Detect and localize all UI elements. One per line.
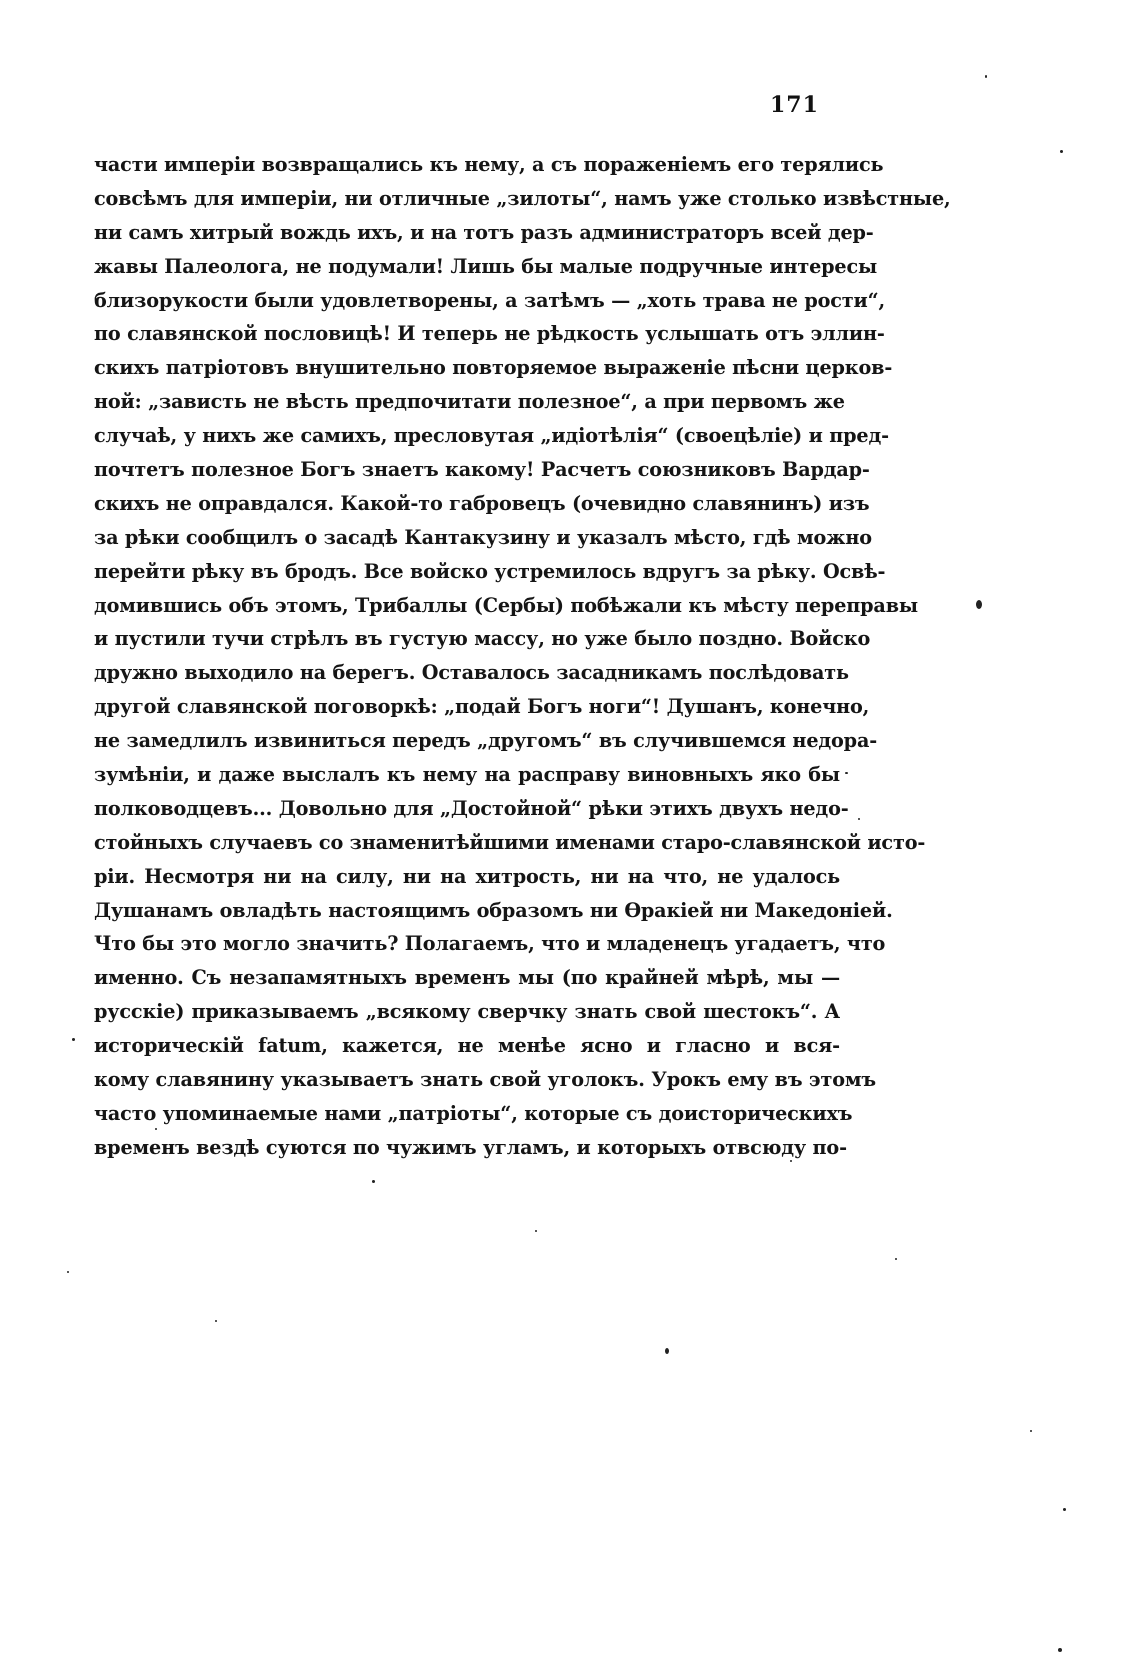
scan-speck [976, 600, 982, 609]
scan-speck [845, 772, 848, 774]
text-line: зумѣніи, и даже выслалъ къ нему на расправу виновныхъ яко бы [94, 763, 840, 787]
text-line: совсѣмъ для имперіи, ни отличные „зилоты“, намъ уже столько извѣстные, [94, 186, 951, 210]
scan-speck [215, 1320, 217, 1322]
text-line: Что бы это могло значить? Полагаемъ, что и младенецъ угадаетъ, что [94, 932, 886, 956]
text-line: и пустили тучи стрѣлъ въ густую массу, но уже было поздно. Войско [94, 627, 871, 651]
text-line: не замедлилъ извиниться передъ „другомъ“ въ случившемся недора- [94, 729, 878, 753]
scan-speck [535, 1230, 537, 1232]
scan-speck [858, 818, 860, 820]
text-line: именно. Съ незапамятныхъ временъ мы (по крайней мѣрѣ, мы — [94, 966, 840, 990]
text-line: за рѣки сообщилъ о засадѣ Кантакузину и указалъ мѣсто, гдѣ можно [94, 525, 872, 549]
scan-speck [372, 1180, 375, 1183]
text-line: близорукости были удовлетворены, а затѣмъ — „хоть трава не рости“, [94, 288, 886, 312]
body-text [94, 148, 951, 1165]
text-line: ной: „зависть не вѣсть предпочитати полезное“, а при первомъ же [94, 390, 845, 414]
text-line: перейти рѣку въ бродъ. Все войско устремилось вдругъ за рѣку. Освѣ- [94, 559, 886, 583]
scan-speck [665, 1348, 669, 1354]
scan-speck [985, 75, 987, 78]
text-line: русскіе) приказываемъ „всякому сверчку знать свой шестокъ“. А [94, 1000, 840, 1024]
scan-speck [1063, 1508, 1066, 1511]
scan-speck [155, 1128, 157, 1130]
text-line: временъ вездѣ суются по чужимъ угламъ, и которыхъ отвсюду по- [94, 1135, 847, 1159]
text-line: скихъ не оправдался. Какой-то габровецъ (очевидно славянинъ) изъ [94, 491, 870, 515]
text-line: Душанамъ овладѣть настоящимъ образомъ ни Ѳракіей ни Македоніей. [94, 898, 893, 922]
text-line: домившись объ этомъ, Трибаллы (Сербы) побѣжали къ мѣсту переправы [94, 593, 918, 617]
scan-speck [67, 1271, 69, 1273]
text-line: скихъ патріотовъ внушительно повторяемое выраженіе пѣсни церков- [94, 356, 893, 380]
scan-speck [72, 1038, 75, 1041]
scan-speck [790, 1160, 792, 1162]
text-line: полководцевъ... Довольно для „Достойной“ рѣки этихъ двухъ недо- [94, 796, 849, 820]
text-line: жавы Палеолога, не подумали! Лишь бы малые подручные интересы [94, 254, 878, 278]
text-line: почтетъ полезное Богъ знаетъ какому! Расчетъ союзниковъ Вардар- [94, 458, 870, 482]
page-number: 171 [770, 92, 819, 118]
scan-speck [1058, 1648, 1062, 1652]
scan-speck [1060, 150, 1063, 153]
text-line: дружно выходило на берегъ. Оставалось засадникамъ послѣдовать [94, 661, 849, 685]
text-line: по славянской пословицѣ! И теперь не рѣдкость услышать отъ эллин- [94, 322, 885, 346]
text-line: кому славянину указываетъ знать свой уголокъ. Урокъ ему въ этомъ [94, 1068, 876, 1092]
text-line: ріи. Несмотря ни на силу, ни на хитрость, ни на что, не удалось [94, 864, 840, 888]
text-line: ни самъ хитрый вождь ихъ, и на тотъ разъ администраторъ всей дер- [94, 220, 874, 244]
text-line: историческій fatum, кажется, не менѣе ясно и гласно и вся- [94, 1034, 840, 1058]
text-line: части имперіи возвращались къ нему, а съ пораженіемъ его терялись [94, 153, 884, 176]
text-line: часто упоминаемые нами „патріоты“, которые съ доисторическихъ [94, 1101, 853, 1125]
text-line: другой славянской поговоркѣ: „подай Богъ ноги“! Душанъ, конечно, [94, 695, 870, 719]
text-line: случаѣ, у нихъ же самихъ, пресловутая „идіотѣлія“ (своецѣліе) и пред- [94, 424, 889, 448]
scan-speck [1030, 1430, 1032, 1432]
scan-speck [895, 1258, 897, 1260]
text-line: стойныхъ случаевъ со знаменитѣйшими именами старо-славянской исто- [94, 830, 926, 854]
